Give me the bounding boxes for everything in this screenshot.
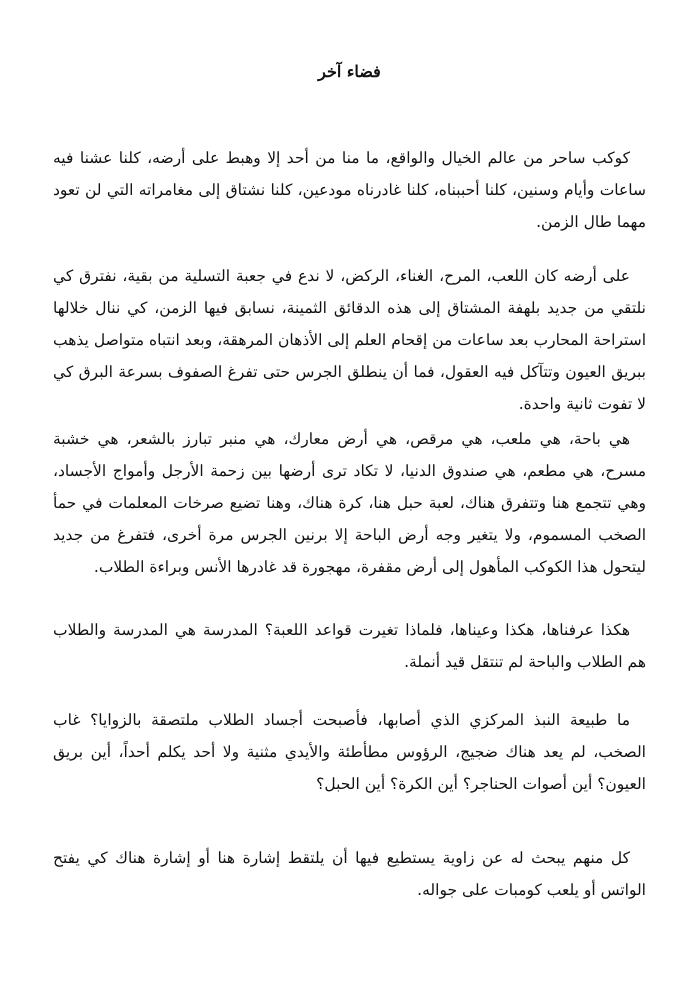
paragraph-2: على أرضه كان اللعب، المرح، الغناء، الركض، لا ندع في جعبة التسلية من بقية، نفترق كي نلتقي من جديد بلهفة المشتاق إلى هذه الدقائق الثمينة، نسابق فيها الزمن، كي ننال خلالها استراحة المحارب بعد ساعات من إقحام العلم إلى الأذهان المرهقة، وبعد انتباه متواصل يذهب ببريق العيون وتتآكل فيه العقول، فما أن ينطلق الجرس حتى تفرغ الصفوف بسرعة البرق كي لا تفوت ثانية واحدة. (53, 267, 646, 413)
paragraph-3: هي باحة، هي ملعب، هي مرقص، هي أرض معارك، هي منبر تبارز بالشعر، هي خشبة مسرح، هي مطعم، هي صندوق الدنيا، لا تكاد ترى أرضها بين زحمة الأرجل وأمواج الأجساد، وهي تتجمع هنا وتتفرق هناك، لعبة حبل هنا، كرة هناك، وهنا تضيع صرخات المعلمات في حمأ الصخب المسموم، ولا يتغير وجه أرض الباحة إلا برنين الجرس مرة أخرى، فتفرغ من جديد ليتحول هذا الكوكب المأهول إلى أرض مقفرة، مهجورة قد غادرها الأنس وبراءة الطلاب. (53, 430, 646, 576)
page-title: فضاء آخر (318, 62, 381, 81)
document-page (53, 0, 646, 1000)
paragraph-1: كوكب ساحر من عالم الخيال والواقع، ما منا من أحد إلا وهبط على أرضه، كلنا عشنا فيه ساعات وأيام وسنين، كلنا أحببناه، كلنا غادرناه مودعين، كلنا نشتاق إلى مغامراته التي لن تعود مهما طال الزمن. (53, 149, 646, 231)
paragraph-4: هكذا عرفناها، هكذا وعيناها، فلماذا تغيرت قواعد اللعبة؟ المدرسة هي المدرسة والطلاب هم الطلاب والباحة لم تنتقل قيد أنملة. (53, 621, 646, 671)
paragraph-5: ما طبيعة النبذ المركزي الذي أصابها، فأصبحت أجساد الطلاب ملتصقة بالزوايا؟ غاب الصخب، لم يعد هناك ضجيج، الرؤوس مطأطئة والأيدي مثنية ولا أحد يكلم أحداً، أين بريق العيون؟ أين أصوات الحناجر؟ أين الكرة؟ أين الحبل؟ (53, 711, 646, 793)
paragraph-6: كل منهم يبحث له عن زاوية يستطيع فيها أن يلتقط إشارة هنا أو إشارة هناك كي يفتح الواتس أو يلعب كومبات على جواله. (53, 849, 646, 899)
